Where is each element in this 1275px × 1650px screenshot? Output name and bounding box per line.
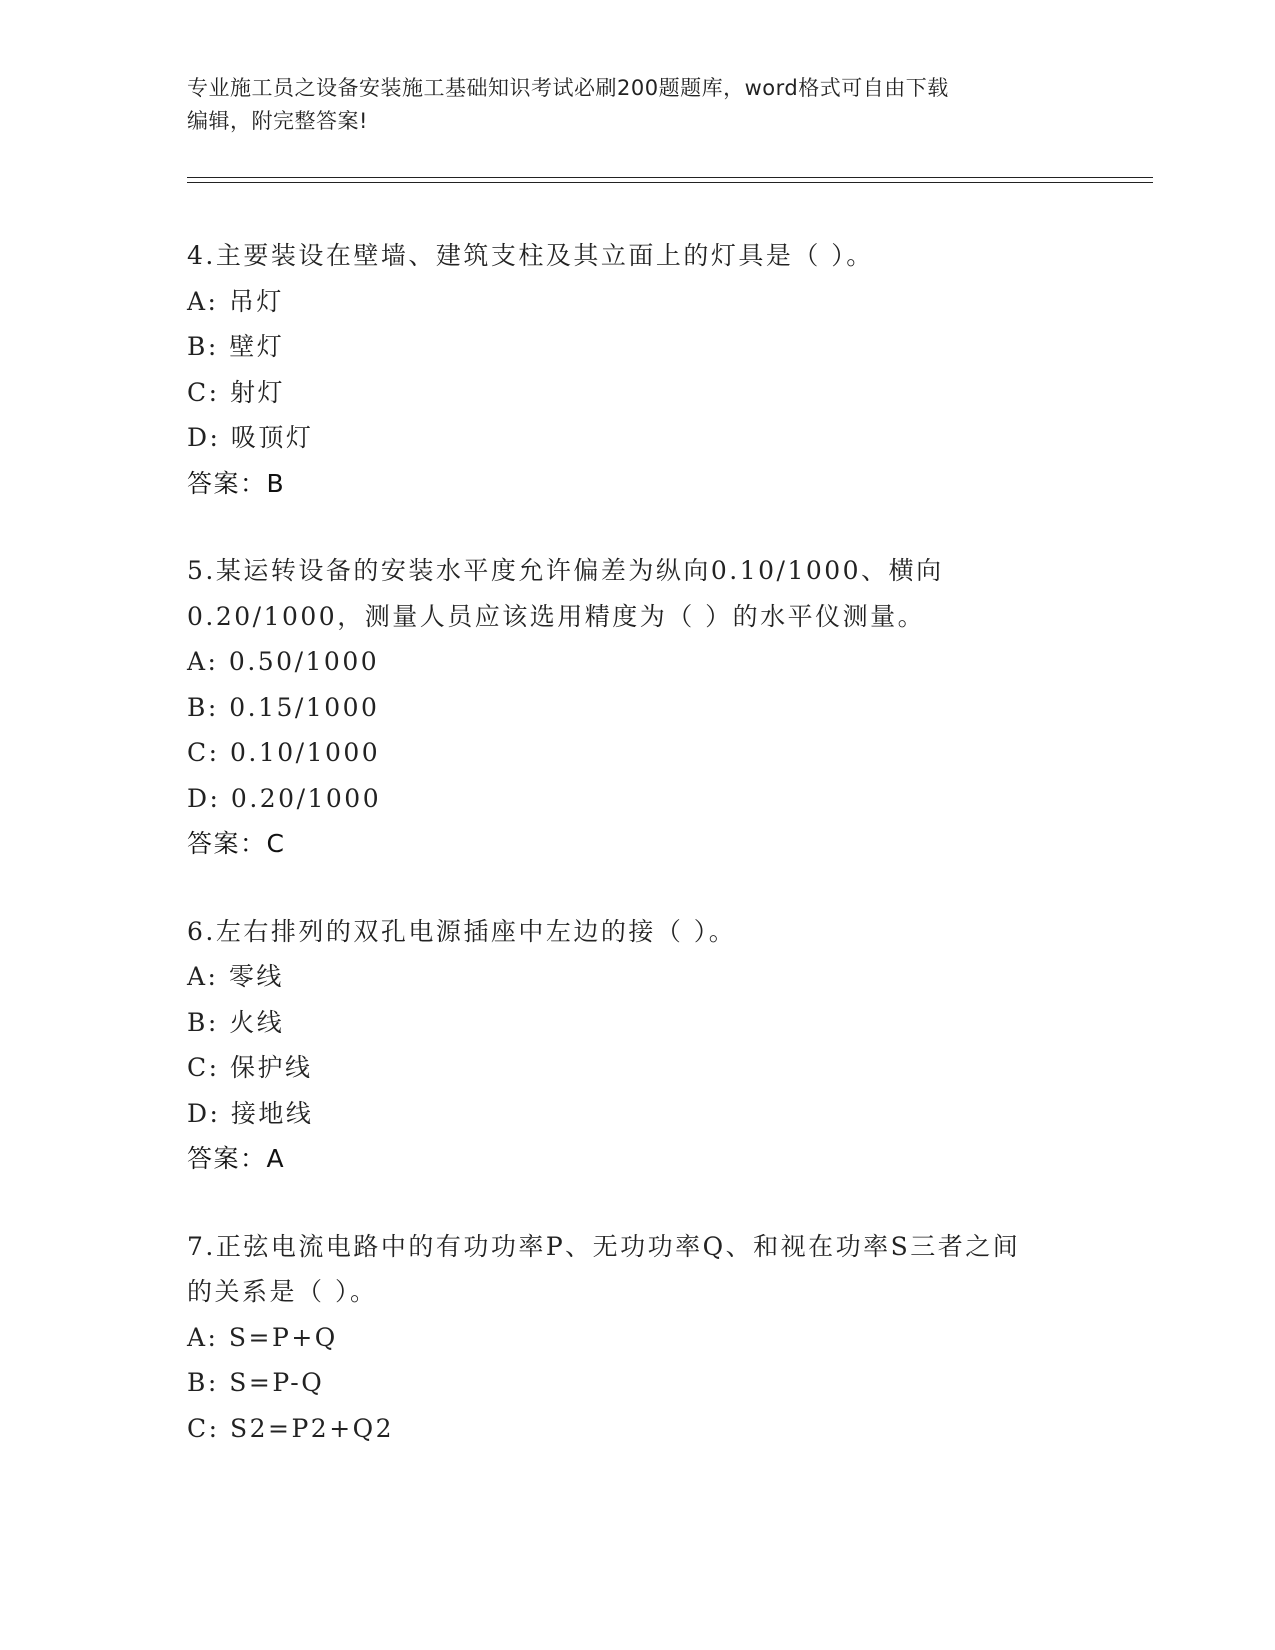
question-5 xyxy=(187,548,1087,867)
option-d: D: 0.20/1000 xyxy=(187,783,382,813)
option-a: A: S=P+Q xyxy=(187,1322,338,1352)
header-line-2: 编辑，附完整答案! xyxy=(187,109,368,133)
question-text-continued: 0.20/1000，测量人员应该选用精度为（ ）的水平仪测量。 xyxy=(187,601,926,631)
header-divider-top xyxy=(187,177,1153,178)
option-b: B: 0.15/1000 xyxy=(187,692,380,722)
header-line-1: 专业施工员之设备安装施工基础知识考试必刷200题题库，word格式可自由下载 xyxy=(187,76,949,100)
header-divider-bottom xyxy=(187,182,1153,183)
option-b: B: S=P-Q xyxy=(187,1368,325,1397)
document-header xyxy=(187,72,1087,138)
answer: 答案：C xyxy=(187,829,286,858)
question-text-continued: 的关系是（ ）。 xyxy=(187,1277,378,1306)
option-c: C: S2=P2+Q2 xyxy=(187,1413,395,1443)
option-b: B: 火线 xyxy=(187,1007,285,1037)
option-c: C: 保护线 xyxy=(187,1053,313,1082)
answer: 答案：A xyxy=(187,1144,286,1173)
option-d: D: 吸顶灯 xyxy=(187,423,314,452)
option-a: A: 零线 xyxy=(187,962,284,991)
question-7 xyxy=(187,1224,1087,1452)
answer: 答案：B xyxy=(187,468,286,498)
question-text: 6.左右排列的双孔电源插座中左边的接（ ）。 xyxy=(187,916,737,946)
option-c: C: 射灯 xyxy=(187,377,285,407)
question-text: 5.某运转设备的安装水平度允许偏差为纵向0.10/1000、横向 xyxy=(187,556,944,585)
question-text: 4.主要装设在壁墙、建筑支柱及其立面上的灯具是（ ）。 xyxy=(187,241,874,270)
option-c: C: 0.10/1000 xyxy=(187,738,381,767)
question-6 xyxy=(187,909,1087,1182)
question-list xyxy=(187,233,1087,1493)
option-d: D: 接地线 xyxy=(187,1098,314,1128)
question-text: 7.正弦电流电路中的有功功率P、无功功率Q、和视在功率S三者之间 xyxy=(187,1231,1021,1261)
question-4 xyxy=(187,233,1087,506)
option-a: A: 0.50/1000 xyxy=(187,647,380,676)
option-b: B: 壁灯 xyxy=(187,332,285,361)
option-a: A: 吊灯 xyxy=(187,286,284,316)
